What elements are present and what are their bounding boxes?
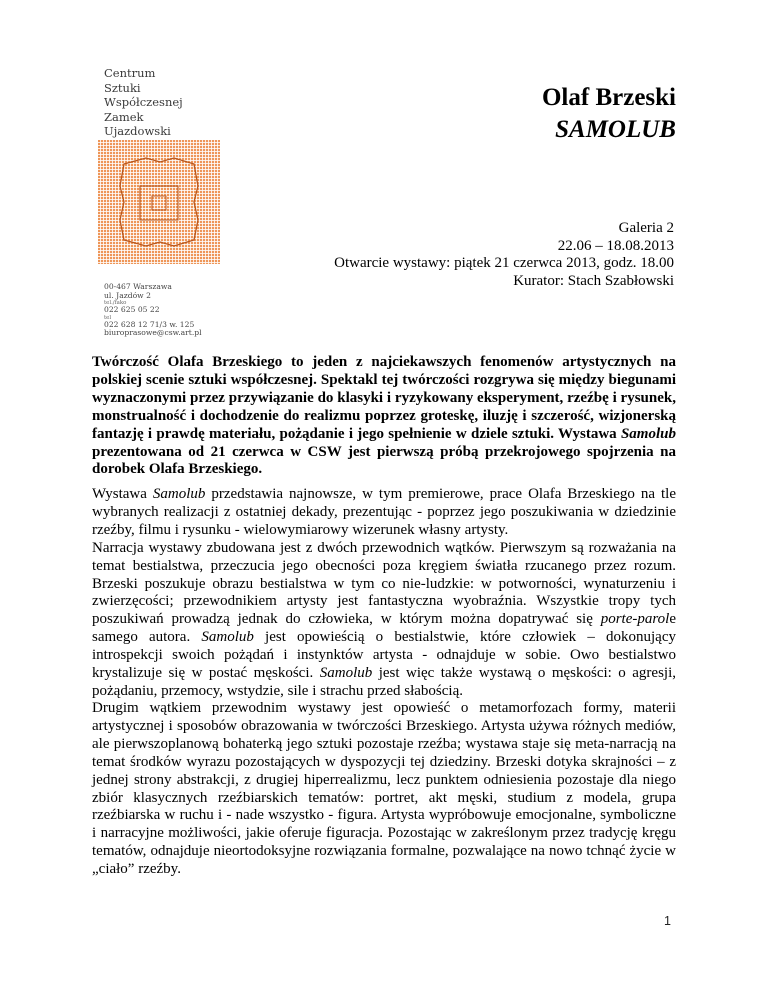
artist-name: Olaf Brzeski — [541, 84, 676, 111]
body-paragraph-1 — [92, 486, 676, 701]
logo-institution-name: Centrum Sztuki Współczesnej Zamek Ujazdowski — [104, 66, 183, 139]
body-paragraph-2: Drugim wątkiem przewodnim wystawy jest opowieść o metamorfozach formy, materii artystycznej i sposobów obrazowania w twórczości Brzeskiego. Artysta używa różnych mediów, ale pierwszoplanową bohaterką jego sztuki pozostaje rzeźba; wystawa staje się meta-narracją na temat środków wyrazu pozostających w dyspozycji tej dziedziny. Brzeski dotyka skrajności – z jednej strony abstrakcji, z drugiej hiperrealizmu, lecz punktem odniesienia pozostaje dla niego zbiór klasycznych rzeźbiarskich tematów: portret, akt męski, studium z modela, grupa rzeźbiarska w ruchu i - nade wszystko - figura. Artysta wypróbowuje emocjonalne, symboliczne i narracyjne możliwości, jakie oferuje figuracja. Pozostając w zakreślonym przez tradycję kręgu tematów, odnajduje nieortodoksyjne rozwiązania formalne, pozwalające na nowo tchnąć życie w „ciało” rzeźby. — [92, 700, 676, 878]
exhibition-title — [542, 82, 676, 146]
exhibition-dates: 22.06 – 18.08.2013 — [557, 237, 674, 254]
curator-info: Kurator: Stach Szabłowski — [513, 272, 674, 289]
gallery-label: Galeria 2 — [618, 220, 674, 236]
logo-contact: 00-467 Warszawa ul. Jazdów 2 tel./fako 022 625 05 22 tel 022 628 12 71/3 w. 125 biuroprasowe@csw.art.pl — [104, 282, 202, 338]
paragraph-intro: Wystawa Samolub przedstawia najnowsze, w tym premierowe, prace Olafa Brzeskiego na tle wybranych realizacji z ostatniej dekady, prezentując - poprzez jego poszukiwania w dziedzinie rzeźby, filmu i rysunku - wielowymiarowy wizerunek własny artysty. — [92, 486, 676, 538]
csw-logo — [98, 66, 220, 338]
lead-paragraph: Twórczość Olafa Brzeskiego to jeden z najciekawszych fenomenów artystycznych na polskiej scenie sztuki współczesnej. Spektakl tej twórczości rozgrywa się między biegunami wyznaczonymi przez przywiązanie do klasyki i ryzykowany eksperyment, rzeźbę i rysunek, monstrualność i dochodzenie do realizmu poprzez groteskę, iluzję i szczerość, wizjonerską fantazję i prawdę materiału, pożądanie i jego spełnienie w dziele sztuki. Wystawa Samolub prezentowana od 21 czerwca w CSW jest pierwszą próbą przekrojowego spojrzenia na dorobek Olafa Brzeskiego. — [92, 354, 676, 478]
paragraph-narrative: Narracja wystawy zbudowana jest z dwóch przewodnich wątków. Pierwszym są rozważania na temat bestialstwa, przeczucia jego obecności poza kręgiem światła rzucanego przez rozum. Brzeski poszukuje obrazu bestialstwa w tym co nie-ludzkie: w potworności, wynaturzeniu i zwierzęcości; przewodnikiem artysty jest fantastyczna wyobraźnia. Wszystkie tropy tych poszukiwań prowadzą jednak do człowieka, w którym można dopatrywać się porte-parole samego autora. Samolub jest opowieścią o bestialstwie, które człowiek – dokonujący introspekcji swoich pożądań i instynktów artysta - odnajduje w sobie. Owo bestialstwo krystalizuje się w postać męskości. Samolub jest więc także wystawą o męskości: o agresji, pożądaniu, przemocy, wstydzie, sile i strachu przed słabością. — [92, 539, 677, 699]
exhibition-name: SAMOLUB — [555, 116, 676, 143]
exhibition-info — [334, 220, 674, 290]
page-number: 1 — [664, 914, 671, 928]
castle-outline-graphic — [98, 140, 220, 264]
opening-info: Otwarcie wystawy: piątek 21 czerwca 2013, godz. 18.00 — [334, 255, 674, 272]
logo-email: biuroprasowe@csw.art.pl — [104, 328, 202, 338]
